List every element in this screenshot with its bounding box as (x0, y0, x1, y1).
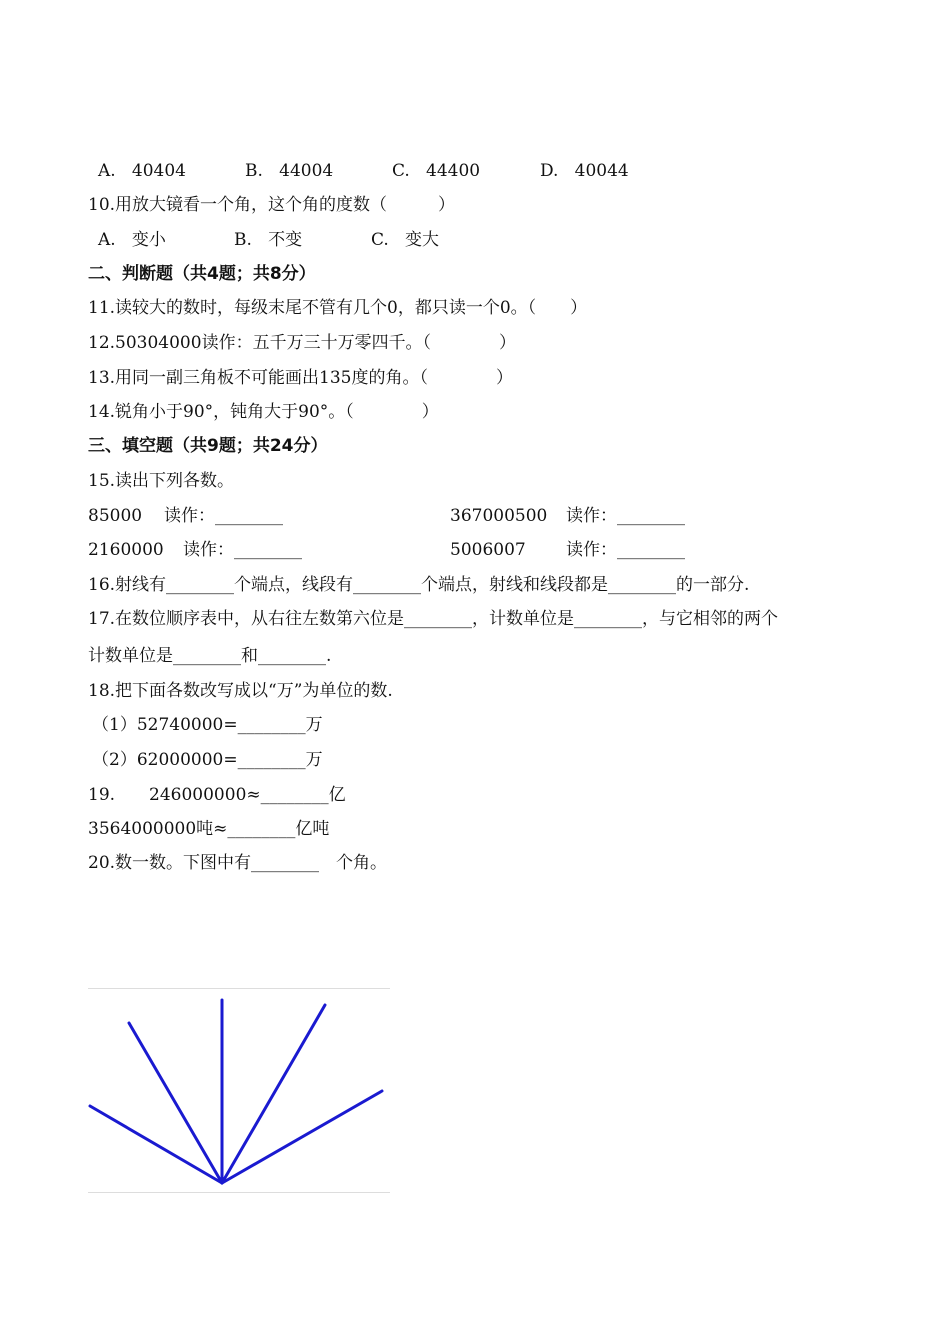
question-16: 16.射线有________个端点，线段有________个端点，射线和线段都是________的一部分. (88, 575, 750, 595)
option-text: 不变 (268, 230, 303, 250)
q15-row2-left-number: 2160000 (88, 540, 164, 560)
option-letter: A. (98, 161, 116, 181)
question-20: 20.数一数。下图中有________ 个角。 (88, 853, 388, 873)
q9-option-a (98, 160, 186, 182)
q15-row1-right-number: 367000500 (450, 506, 548, 526)
question-18-stem: 18.把下面各数改写成以“万”为单位的数. (88, 681, 393, 701)
option-text: 变小 (131, 230, 166, 250)
q10-stem: 10.用放大镜看一个角，这个角的度数（ ） (88, 195, 456, 215)
question-13: 13.用同一副三角板不可能画出135度的角。（ ） (88, 368, 513, 388)
option-text: 40404 (131, 161, 186, 181)
q15-row2-right-number: 5006007 (450, 540, 526, 560)
option-text: 40044 (574, 161, 629, 181)
q15-row1-left-blank: 读作：________ (164, 506, 283, 526)
question-11: 11.读较大的数时，每级末尾不管有几个0，都只读一个0。（ ） (88, 298, 588, 318)
option-letter: C. (371, 230, 389, 250)
q15-row1-right-blank: 读作：________ (566, 506, 685, 526)
q15-row2-left-blank: 读作：________ (183, 540, 302, 560)
question-12: 12.50304000读作：五千万三十万零四千。（ ） (88, 333, 517, 353)
question-18-item-2: （2）62000000=________万 (92, 750, 323, 770)
question-17-line2: 计数单位是________和________. (88, 646, 332, 666)
ray-1 (90, 1106, 222, 1183)
option-letter: B. (234, 230, 252, 250)
q9-option-b (245, 160, 333, 182)
question-17-line1: 17.在数位顺序表中，从右往左数第六位是________，计数单位是________，与它相邻的两个 (88, 609, 779, 629)
question-18-item-1: （1）52740000=________万 (92, 715, 323, 735)
q10-option-c (371, 229, 439, 251)
q9-option-c (392, 160, 480, 182)
q15-row1-left-number: 85000 (88, 506, 143, 526)
option-text: 44004 (279, 161, 334, 181)
q9-option-d (540, 160, 629, 182)
q10-option-b (234, 229, 302, 251)
question-19-line2: 3564000000吨≈________亿吨 (88, 819, 330, 839)
option-text: 44400 (426, 161, 481, 181)
option-letter: A. (98, 230, 116, 250)
q15-row2-right-blank: 读作：________ (566, 540, 685, 560)
ray-5 (222, 1091, 382, 1183)
q10-option-a (98, 229, 166, 251)
ray-4 (222, 1005, 325, 1183)
option-text: 变大 (405, 230, 440, 250)
section-heading-judgement: 二、判断题（共4题；共8分） (88, 264, 316, 284)
rays-group (90, 1000, 382, 1183)
angle-rays-figure (88, 988, 390, 1193)
option-letter: B. (245, 161, 263, 181)
option-letter: D. (540, 161, 559, 181)
ray-2 (129, 1023, 222, 1183)
question-14: 14.锐角小于90°，钝角大于90°。（ ） (88, 402, 439, 422)
question-15-stem: 15.读出下列各数。 (88, 471, 235, 491)
option-letter: C. (392, 161, 410, 181)
section-heading-fill-blank: 三、填空题（共9题；共24分） (88, 436, 328, 456)
question-19-line1: 19. 246000000≈________亿 (88, 785, 346, 805)
